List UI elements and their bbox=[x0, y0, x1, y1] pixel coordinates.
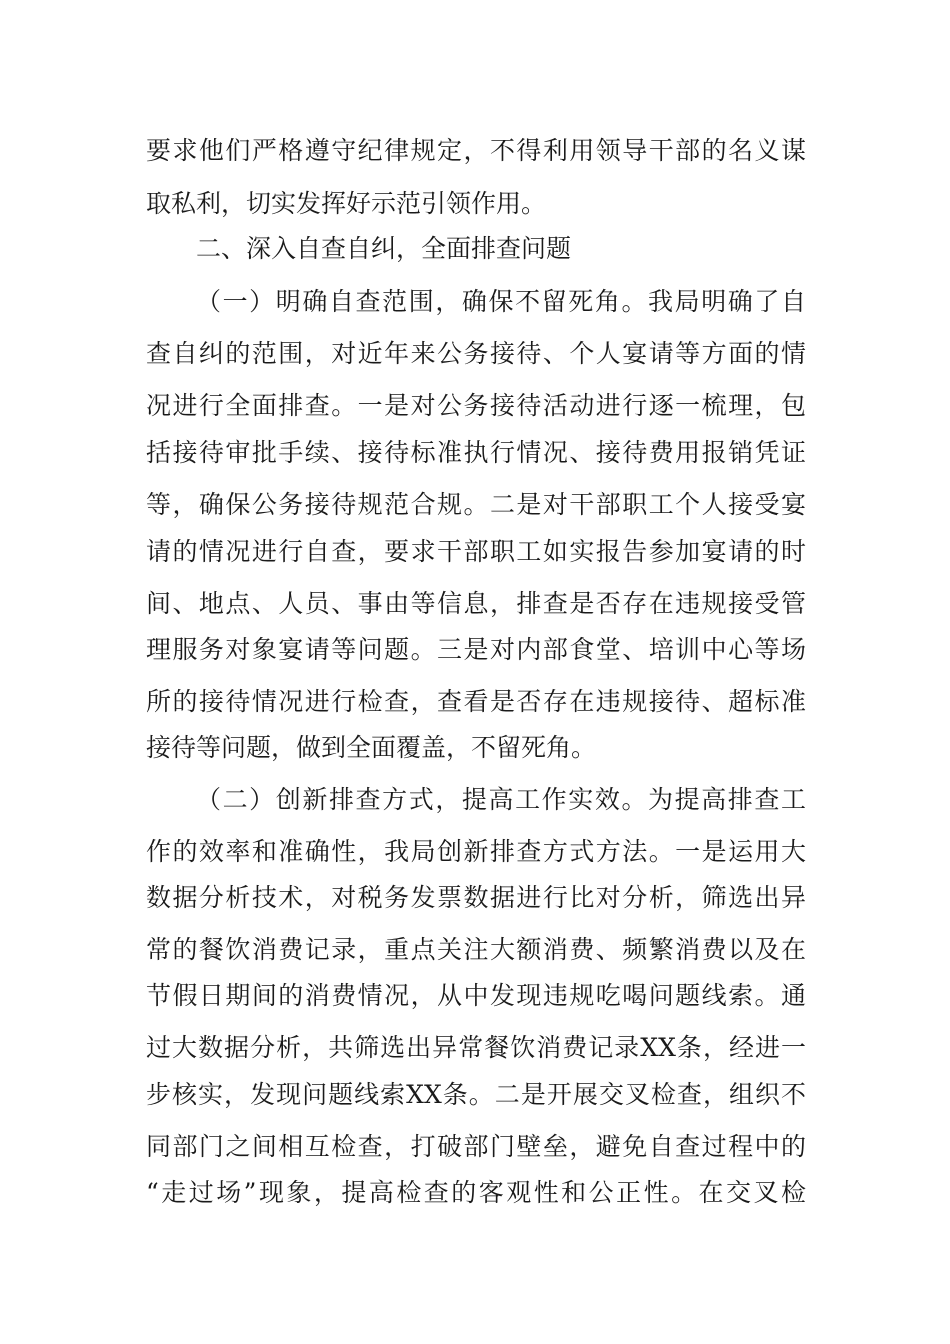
subsection-heading-line: （二）创新排查方式，提高工作实效。为提高排查工 bbox=[196, 785, 806, 814]
paragraph-line: 请的情况进行自查，要求干部职工如实报告参加宴请的时 bbox=[146, 537, 806, 566]
paragraph-line: 作的效率和准确性，我局创新排查方式方法。一是运用大 bbox=[146, 837, 806, 866]
paragraph-line: “走过场”现象，提高检查的客观性和公正性。在交叉检 bbox=[146, 1178, 806, 1207]
paragraph-line: 同部门之间相互检查，打破部门壁垒，避免自查过程中的 bbox=[146, 1132, 806, 1161]
paragraph-line: 节假日期间的消费情况，从中发现违规吃喝问题线索。通 bbox=[146, 981, 806, 1010]
paragraph-line: 间、地点、人员、事由等信息，排查是否存在违规接受管 bbox=[146, 589, 806, 618]
subsection-heading-line: （一）明确自查范围，确保不留死角。我局明确了自 bbox=[196, 287, 806, 316]
section-heading: 二、深入自查自纠，全面排查问题 bbox=[196, 234, 572, 263]
paragraph-line: 要求他们严格遵守纪律规定，不得利用领导干部的名义谋 bbox=[146, 136, 806, 165]
paragraph-line: 数据分析技术，对税务发票数据进行比对分析，筛选出异 bbox=[146, 883, 806, 912]
paragraph-line: 查自纠的范围，对近年来公务接待、个人宴请等方面的情 bbox=[146, 339, 806, 368]
paragraph-line: 过大数据分析，共筛选出异常餐饮消费记录XX条，经进一 bbox=[146, 1033, 806, 1062]
paragraph-line: 况进行全面排查。一是对公务接待活动进行逐一梳理，包 bbox=[146, 391, 806, 420]
paragraph-line: 接待等问题，做到全面覆盖，不留死角。 bbox=[146, 733, 597, 762]
paragraph-line: 步核实，发现问题线索XX条。二是开展交叉检查，组织不 bbox=[146, 1080, 806, 1109]
paragraph-line: 理服务对象宴请等问题。三是对内部食堂、培训中心等场 bbox=[146, 635, 806, 664]
paragraph-line: 等，确保公务接待规范合规。二是对干部职工个人接受宴 bbox=[146, 490, 806, 519]
paragraph-line: 括接待审批手续、接待标准执行情况、接待费用报销凭证 bbox=[146, 438, 806, 467]
paragraph-line: 常的餐饮消费记录，重点关注大额消费、频繁消费以及在 bbox=[146, 935, 806, 964]
paragraph-line: 取私利，切实发挥好示范引领作用。 bbox=[146, 189, 547, 218]
paragraph-line: 所的接待情况进行检查，查看是否存在违规接待、超标准 bbox=[146, 687, 806, 716]
